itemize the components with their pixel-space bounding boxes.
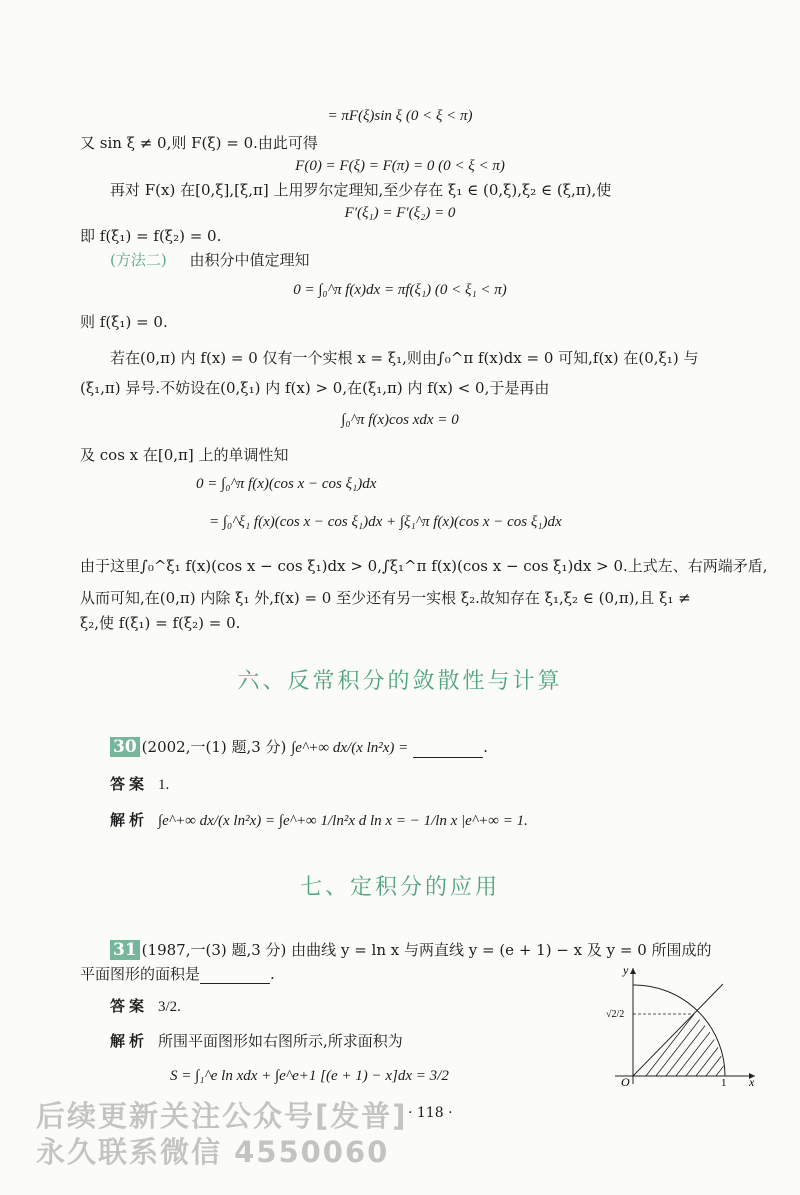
method-two-line <box>110 250 310 270</box>
answer-30 <box>110 774 169 795</box>
answer-label-30: 答案 <box>110 775 149 793</box>
area-figure <box>605 960 765 1090</box>
y-axis-label: y <box>623 963 629 977</box>
method-two-text: 由积分中值定理知 <box>189 251 310 269</box>
analysis-30 <box>110 810 528 831</box>
eq-split-1: 0 = ∫₀^π f(x)(cos x − cos ξ₁)dx <box>196 476 377 492</box>
y-axis-arrow <box>630 968 636 974</box>
answer-blank-30 <box>413 741 483 758</box>
eq-F-zeros: F(0) = F(ξ) = F(π) = 0 (0 < ξ < π) <box>295 158 505 174</box>
watermark-line-1: 后续更新关注公众号[发普] <box>36 1099 408 1133</box>
line-y-equals-x <box>633 984 723 1076</box>
answer-blank-31 <box>200 967 270 984</box>
text-assume: 若在(0,π) 内 f(x) = 0 仅有一个实根 x = ξ₁,则由∫₀^π f(x)dx = 0 可知,f(x) 在(0,ξ₁) 与 <box>110 349 699 367</box>
eq-cos-integral: ∫₀^π f(x)cos xdx = 0 <box>341 412 459 428</box>
eq-mean-value: 0 = ∫₀^π f(x)dx = πf(ξ₁) (0 < ξ₁ < π) <box>293 282 507 298</box>
question-31-text-2: 平面图形的面积是 <box>80 965 201 983</box>
question-31-line1 <box>110 940 712 960</box>
origin-label: O <box>621 1075 630 1089</box>
question-30-expr: ∫e^+∞ dx/(x ln²x) = <box>291 740 409 756</box>
eq-split-2: = ∫₀^ξ₁ f(x)(cos x − cos ξ₁)dx + ∫ξ₁^π f(x)(cos x − cos ξ₁)dx <box>209 514 562 530</box>
answer-label-31: 答案 <box>110 997 149 1015</box>
x-tick-label: 1 <box>721 1077 727 1089</box>
analysis-label-30: 解析 <box>110 811 149 829</box>
analysis-text-31: 所围平面图形如右图所示,所求面积为 <box>158 1032 403 1050</box>
text-rolle: 再对 F(x) 在[0,ξ],[ξ,π] 上用罗尔定理知,至少存在 ξ₁ ∈ (0,ξ),ξ₂ ∈ (ξ,π),使 <box>110 181 612 199</box>
text-f-xi1: 则 f(ξ₁) = 0. <box>80 313 168 331</box>
watermark-line-2: 永久联系微信 4550060 <box>36 1135 390 1169</box>
eq-F-prime: F′(ξ₁) = F′(ξ₂) = 0 <box>344 205 456 221</box>
text-monotone: 及 cos x 在[0,π] 上的单调性知 <box>80 446 289 464</box>
question-number-31: 31 <box>110 940 140 960</box>
answer-value-30: 1. <box>158 777 170 793</box>
text-sign: (ξ₁,π) 异号.不妨设在(0,ξ₁) 内 f(x) > 0,在(ξ₁,π) 内 f(x) < 0,于是再由 <box>80 379 550 397</box>
question-31-line2: 平面图形的面积是 . <box>80 965 275 983</box>
x-axis-label: x <box>749 1075 755 1089</box>
question-number-30: 30 <box>110 737 140 757</box>
analysis-label-31: 解析 <box>110 1032 149 1050</box>
section-title-7: 七、定积分的应用 <box>299 875 500 900</box>
y-tick-label: √2/2 <box>606 1009 625 1020</box>
section-title-6: 六、反常积分的敛散性与计算 <box>237 669 563 694</box>
text-contradiction: 由于这里∫₀^ξ₁ f(x)(cos x − cos ξ₁)dx > 0,∫ξ₁^π f(x)(cos x − cos ξ₁)dx > 0.上式左、右两端矛盾, <box>80 557 768 575</box>
page-number: · 118 · <box>408 1105 453 1121</box>
eq-pi-F-xi: = πF(ξ)sin ξ (0 < ξ < π) <box>327 108 473 124</box>
area-formula: S = ∫₁^e ln xdx + ∫e^e+1 [(e + 1) − x]dx = 3/2 <box>170 1068 449 1084</box>
question-30-source: (2002,一(1) 题,3 分) <box>141 738 287 756</box>
question-30: 30 (2002,一(1) 题,3 分) ∫e^+∞ dx/(x ln²x) = . <box>110 737 488 758</box>
text-conclusion-1: 即 f(ξ₁) = f(ξ₂) = 0. <box>80 227 222 245</box>
answer-value-31: 3/2. <box>158 999 181 1015</box>
method-two-label: (方法二) <box>110 251 167 269</box>
analysis-text-30: ∫e^+∞ dx/(x ln²x) = ∫e^+∞ 1/ln²x d ln x = − 1/ln x |e^+∞ = 1. <box>158 813 528 829</box>
text-sin-xi: 又 sin ξ ≠ 0,则 F(ξ) = 0.由此可得 <box>80 134 318 152</box>
question-31-text: (1987,一(3) 题,3 分) 由曲线 y = ln x 与两直线 y = (e + 1) − x 及 y = 0 所围成的 <box>141 941 712 959</box>
answer-31 <box>110 996 181 1017</box>
text-another-root: 从而可知,在(0,π) 内除 ξ₁ 外,f(x) = 0 至少还有另一实根 ξ₂.故知存在 ξ₁,ξ₂ ∈ (0,π),且 ξ₁ ≠ <box>80 589 691 607</box>
analysis-31 <box>110 1031 403 1051</box>
text-final: ξ₂,使 f(ξ₁) = f(ξ₂) = 0. <box>80 614 241 632</box>
